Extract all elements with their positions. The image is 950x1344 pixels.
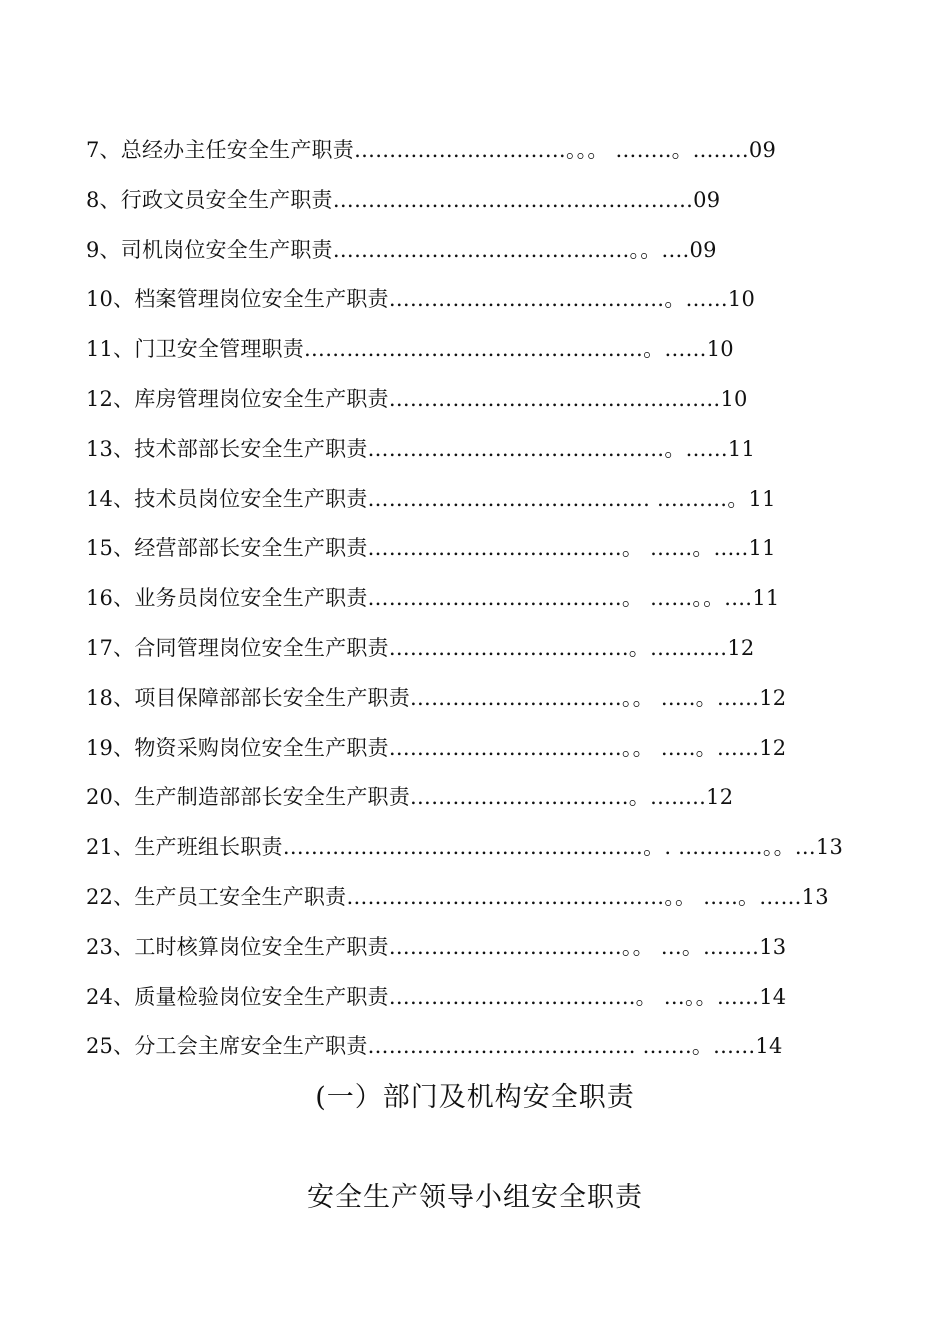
toc-entry[interactable]: 19、物资采购岗位安全生产职责……………………………。。 …..。……12 (86, 735, 787, 760)
table-of-contents (86, 130, 866, 1076)
toc-entry[interactable]: 8、行政文员安全生产职责……………………………………………09 (86, 187, 721, 212)
toc-entry[interactable]: 18、项目保障部部长安全生产职责…………………………。。 …..。……12 (86, 685, 787, 710)
toc-entry[interactable]: 21、生产班组长职责……………………………………………。. …………。。…13 (86, 835, 844, 860)
toc-entry[interactable]: 20、生产制造部部长安全生产职责………………….………。…..…12 (86, 785, 734, 810)
toc-entry[interactable]: 17、合同管理岗位安全生产职责…………………………….。……..…12 (86, 635, 755, 660)
toc-entry[interactable]: 7、总经办主任安全生产职责…………………………。。。 ……..。..……09 (86, 138, 777, 162)
toc-entry[interactable]: 14、技术员岗位安全生产职责…………………………………. ….……。11 (86, 486, 776, 511)
subsection-heading: 安全生产领导小组安全职责 (307, 1182, 643, 1213)
toc-entry[interactable]: 25、分工会主席安全生产职责……………………………….. …….。……14 (86, 1034, 783, 1059)
toc-entry[interactable]: 22、生产员工安全生产职责………………………………………。。 …..。……13 (86, 884, 829, 909)
toc-entry[interactable]: 12、库房管理岗位安全生产职责…………………………………..……10 (86, 386, 748, 411)
toc-entry[interactable]: 10、档案管理岗位安全生产职责…………………………………。……10 (86, 287, 756, 312)
toc-entry[interactable]: 16、业务员岗位安全生产职责………………………………。 ……。。.…11 (86, 586, 780, 611)
toc-entry[interactable]: 15、经营部部长安全生产职责………………………………。 ……。..…11 (86, 536, 776, 561)
section-heading: (一）部门及机构安全职责 (315, 1082, 635, 1113)
toc-entry[interactable]: 24、质量检验岗位安全生产职责……………………………..。 …。。……14 (86, 984, 787, 1009)
toc-entry[interactable]: 23、工时核算岗位安全生产职责……………………………。。 …。..……13 (86, 934, 787, 959)
toc-entry[interactable]: 9、司机岗位安全生产职责……………………………………。。.…09 (86, 237, 717, 262)
toc-entry[interactable]: 11、门卫安全管理职责…………………………………………。……10 (86, 337, 734, 362)
toc-entry[interactable]: 13、技术部部长安全生产职责……………………………………。……11 (86, 436, 756, 461)
